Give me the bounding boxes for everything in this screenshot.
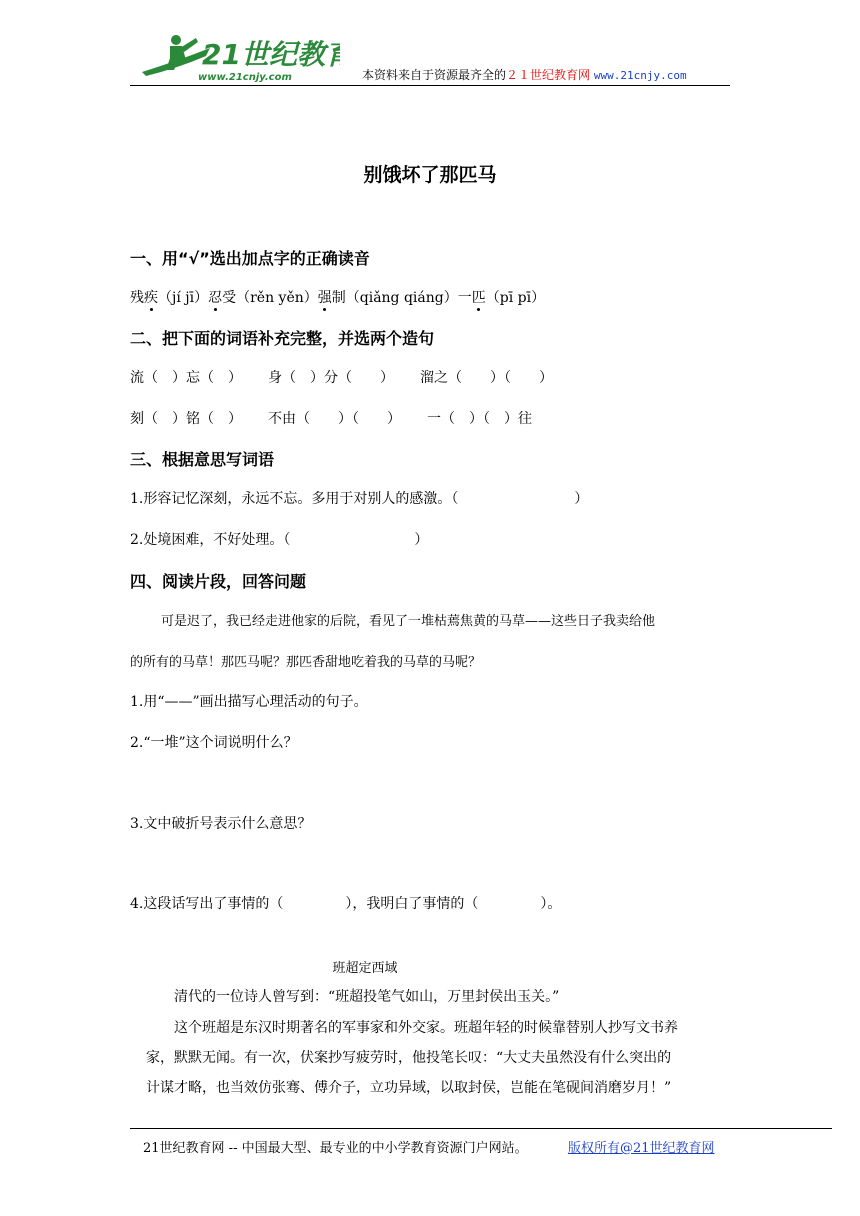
header-rule	[130, 85, 730, 86]
idiom-row-1: 流（ ）忘（ ） 身（ ）分（ ） 溜之（ ）（ ）	[130, 370, 553, 386]
site-logo	[140, 30, 340, 86]
page-title: 别饿坏了那匹马	[363, 164, 497, 186]
footer-text: 21世纪教育网 -- 中国最大型、最专业的中小学教育资源门户网站。	[143, 1141, 528, 1156]
section2-heading: 二、把下面的词语补充完整，并选两个造句	[130, 329, 435, 348]
section3-q2: 2.处境困难，不好处理。（ ）	[130, 532, 429, 548]
story-line-3: 家，默默无闻。有一次，伏案抄写疲劳时，他投笔长叹：“大丈夫虽然没有什么突出的	[146, 1050, 672, 1066]
section4-q1: 1.用“——”画出描写心理活动的句子。	[130, 694, 368, 710]
source-brand: ２１世纪教育网	[506, 68, 591, 82]
logo-text: 21世纪教育	[202, 38, 340, 71]
section4-q3: 3.文中破折号表示什么意思？	[130, 816, 312, 832]
section4-q2: 2.“一堆”这个词说明什么？	[130, 735, 298, 751]
section1-heading: 一、用“√”选出加点字的正确读音	[130, 249, 370, 268]
section4-heading: 四、阅读片段，回答问题	[130, 572, 307, 591]
passage-line-2: 的所有的马草！那匹马呢？那匹香甜地吃着我的马草的马呢？	[130, 655, 482, 670]
idiom-row-2: 刻（ ）铭（ ） 不由（ ）（ ） 一（ ）（ ）往	[130, 411, 532, 427]
logo-url: www.21cnjy.com	[198, 72, 292, 83]
story-line-1: 清代的一位诗人曾写到：“班超投笔气如山，万里封侯出玉关。”	[174, 989, 560, 1005]
story-title: 班超定西域	[332, 961, 398, 976]
pinyin-row: 残疾（jí jī）忍受（rěn yěn）强制（qiǎng qiáng）一匹（pī pī）	[130, 290, 546, 306]
passage-line-1: 可是迟了，我已经走进他家的后院，看见了一堆枯蔫焦黄的马草——这些日子我卖给他	[161, 614, 656, 629]
source-prefix: 本资料来自于资源最齐全的	[362, 68, 507, 82]
dotted-char: 忍	[208, 290, 223, 306]
dotted-char: 疾	[144, 290, 158, 306]
section4-q4: 4.这段话写出了事情的（ ），我明白了事情的（ ）。	[130, 896, 562, 912]
source-url[interactable]: www.21cnjy.com	[593, 69, 687, 82]
story-line-4: 计谋才略，也当效仿张骞、傅介子，立功异域，以取封侯，岂能在笔砚间消磨岁月！”	[146, 1080, 672, 1096]
section3-heading: 三、根据意思写词语	[130, 450, 275, 469]
header-source	[362, 66, 687, 83]
dotted-char: 强	[317, 290, 332, 306]
footer-copyright-link[interactable]: 版权所有@21世纪教育网	[568, 1141, 715, 1156]
footer-rule	[130, 1128, 832, 1129]
story-line-2: 这个班超是东汉时期著名的军事家和外交家。班超年轻的时候靠替别人抄写文书养	[174, 1020, 678, 1036]
section3-q1: 1.形容记忆深刻，永远不忘。多用于对别人的感激。（ ）	[130, 491, 589, 507]
dotted-char: 匹	[471, 290, 486, 306]
